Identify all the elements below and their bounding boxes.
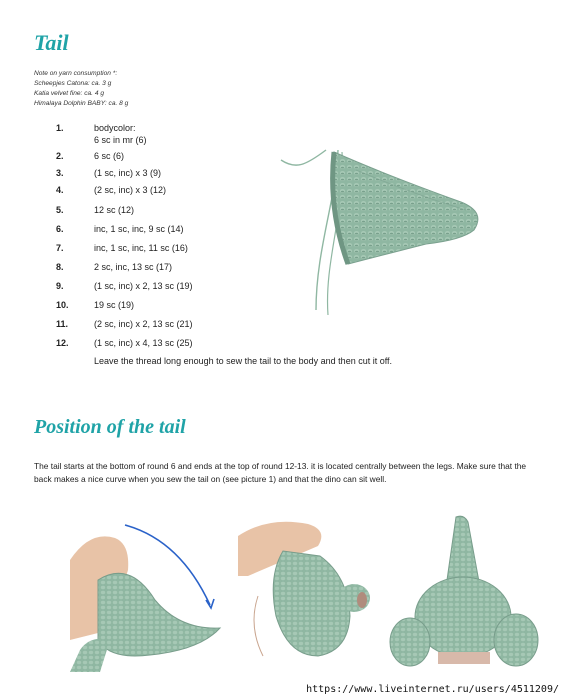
round-number: 9. bbox=[56, 281, 64, 291]
round-number: 1. bbox=[56, 123, 64, 133]
round-instruction: 6 sc (6) bbox=[94, 151, 125, 161]
closing-note: Leave the thread long enough to sew the tail to the body and then cut it off. bbox=[94, 356, 393, 366]
round-number: 5. bbox=[56, 205, 64, 215]
round-instruction: inc, 1 sc, inc, 11 sc (16) bbox=[94, 243, 188, 253]
tail-section-title: Tail bbox=[34, 30, 69, 55]
yarn-consumption-note bbox=[34, 69, 234, 109]
round-number: 10. bbox=[56, 300, 69, 310]
position-description: The tail starts at the bottom of round 6 and ends at the top of round 12-13. it is located centrally between the legs. Make sure that the back makes a nice curve when you sew the tail on (see picture 1) and that the dino can sit well. bbox=[34, 461, 527, 485]
yarn-note-line: Katia velvet fine: ca. 4 g bbox=[34, 90, 105, 97]
dino-rear-photo bbox=[388, 512, 540, 674]
round-instruction: (1 sc, inc) x 2, 13 sc (19) bbox=[94, 281, 193, 291]
round-number: 3. bbox=[56, 168, 64, 178]
round-instruction: bodycolor: bbox=[94, 123, 136, 133]
position-section-title: Position of the tail bbox=[34, 416, 186, 438]
round-instruction: 2 sc, inc, 13 sc (17) bbox=[94, 262, 173, 272]
round-number: 7. bbox=[56, 243, 64, 253]
round-instruction: (2 sc, inc) x 2, 13 sc (21) bbox=[94, 319, 193, 329]
round-instruction: (2 sc, inc) x 3 (12) bbox=[94, 185, 167, 195]
round-instruction: (1 sc, inc) x 4, 13 sc (25) bbox=[94, 338, 193, 348]
yarn-note-heading: Note on yarn consumption *: bbox=[34, 70, 118, 77]
round-number: 2. bbox=[56, 151, 64, 161]
tail-photo bbox=[276, 140, 494, 318]
round-number: 8. bbox=[56, 262, 64, 272]
source-watermark: https://www.liveinternet.ru/users/4511209/ bbox=[306, 684, 559, 695]
round-instruction: (1 sc, inc) x 3 (9) bbox=[94, 168, 162, 178]
yarn-note-line: Himalaya Dolphin BABY: ca. 8 g bbox=[34, 100, 129, 107]
round-instruction: inc, 1 sc, inc, 9 sc (14) bbox=[94, 224, 184, 234]
yarn-note-line: Scheepjes Catona: ca. 3 g bbox=[34, 80, 112, 87]
dino-back-photo bbox=[238, 516, 385, 674]
dino-side-photo bbox=[70, 520, 233, 672]
round-number: 4. bbox=[56, 185, 64, 195]
round-instruction: 6 sc in mr (6) bbox=[94, 135, 147, 145]
round-number: 6. bbox=[56, 224, 64, 234]
round-instruction: 12 sc (12) bbox=[94, 205, 135, 215]
round-number: 12. bbox=[56, 338, 69, 348]
round-instruction: 19 sc (19) bbox=[94, 300, 135, 310]
round-number: 11. bbox=[56, 319, 69, 329]
